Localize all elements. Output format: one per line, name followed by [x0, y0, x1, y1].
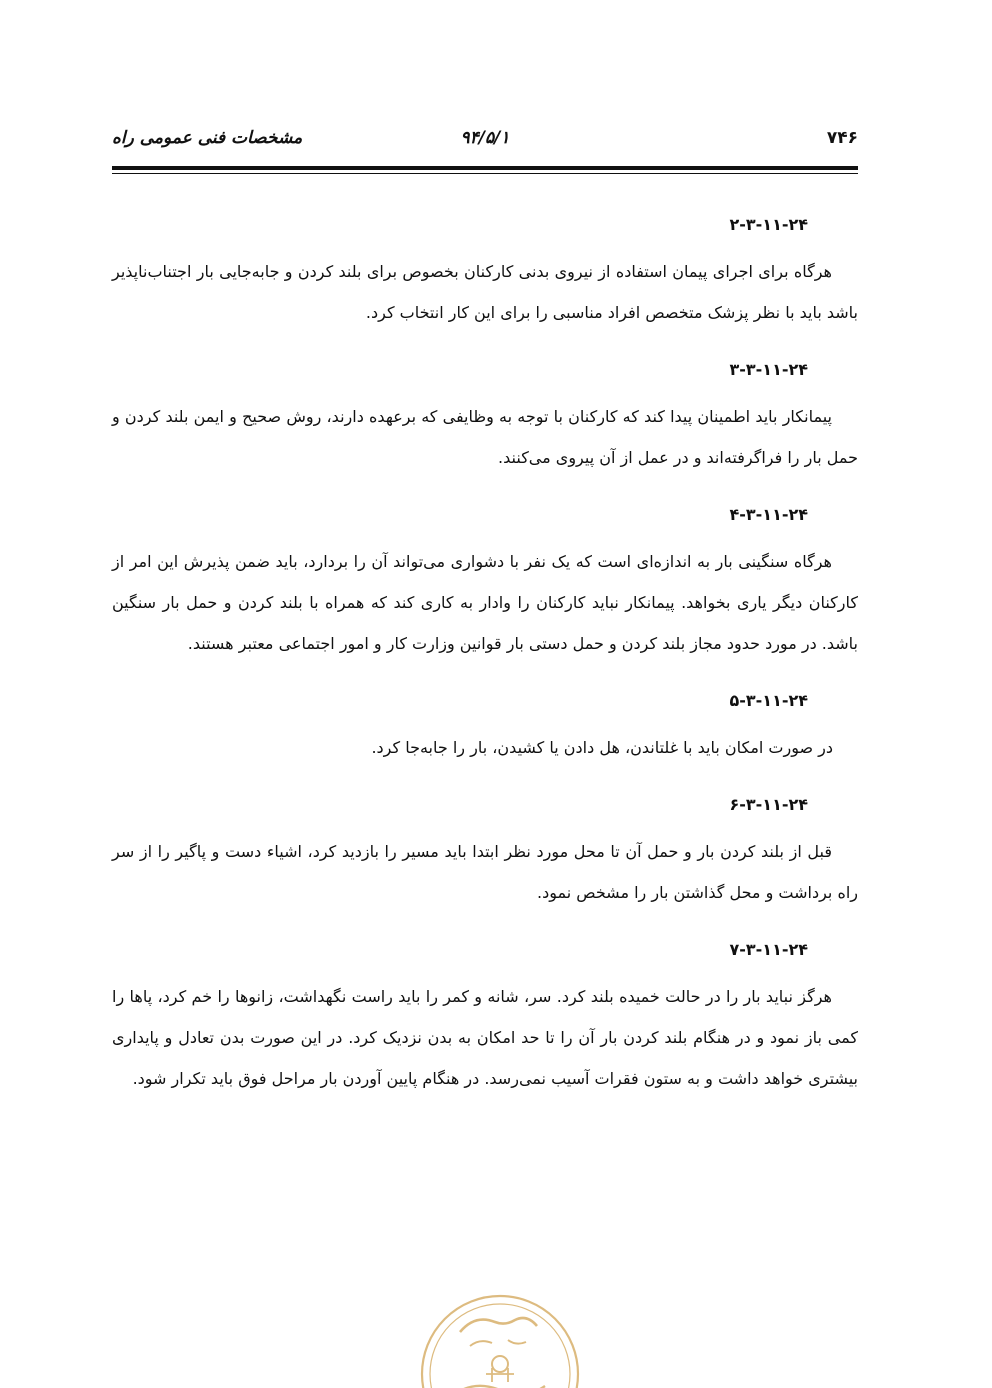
header-rule-thick: [112, 166, 858, 170]
section-6: [112, 785, 858, 913]
section-number: ۴-۳-۱۱-۲۴: [729, 505, 808, 524]
section-5: [112, 681, 858, 768]
body-content: [112, 205, 858, 1116]
section-paragraph: هرگز نباید بار را در حالت خمیده بلند کرد. سر، شانه و کمر را باید راست نگهداشت، زانوها را خم کرد، پاها را کمی باز نمود و در هنگام بلند کردن بار آن را تا حد امکان به بدن نزدیک کرد. در این صورت بدن تعادل و پایداری بیشتری خواهد داشت و به ستون فقرات آسیب نمی‌رسد. در هنگام پایین آوردن بار مراحل فوق باید تکرار شود.: [112, 987, 858, 1088]
seal-logo-graphic: [400, 1282, 600, 1388]
section-7: [112, 930, 858, 1099]
section-3: [112, 350, 858, 478]
section-2: [112, 205, 858, 333]
header-date: ۹۴/۵/۱: [460, 128, 510, 148]
section-paragraph: در صورت امکان باید با غلتاندن، هل دادن یا کشیدن، بار را جابه‌جا کرد.: [371, 738, 833, 757]
section-paragraph: هرگاه سنگینی بار به اندازه‌ای است که یک نفر با دشواری می‌تواند آن را بردارد، باید ضمن پذیرش این امر از کارکنان دیگر یاری بخواهد. پیمانکار نباید کارکنان را وادار به کاری کند که همراه با بلند کردن و حمل بار سنگین باشد. در مورد حدود مجاز بلند کردن و حمل دستی بار قوانین وزارت کار و امور اجتماعی معتبر هستند.: [112, 552, 858, 653]
page-header: [112, 128, 858, 158]
section-paragraph: هرگاه برای اجرای پیمان استفاده از نیروی بدنی کارکنان بخصوص برای بلند کردن و جابه‌جایی بار اجتناب‌ناپذیر باشد باید با نظر پزشک متخصص افراد مناسبی را برای این کار انتخاب کرد.: [112, 262, 858, 322]
section-number: ۵-۳-۱۱-۲۴: [729, 691, 808, 710]
section-number: ۶-۳-۱۱-۲۴: [729, 795, 808, 814]
section-paragraph: قبل از بلند کردن بار و حمل آن تا محل مورد نظر ابتدا باید مسیر را بازدید کرد، اشیاء دست و پاگیر را از سر راه برداشت و محل گذاشتن بار را مشخص نمود.: [112, 842, 858, 902]
page-number: ۷۴۶: [826, 128, 858, 148]
seal-logo-icon: [400, 1282, 600, 1388]
header-rule-thin: [112, 173, 858, 174]
section-number: ۷-۳-۱۱-۲۴: [729, 940, 808, 959]
section-paragraph: پیمانکار باید اطمینان پیدا کند که کارکنان با توجه به وظایفی که برعهده دارند، روش صحیح و ایمن بلند کردن و حمل بار را فراگرفته‌اند و در عمل از آن پیروی می‌کنند.: [112, 407, 858, 467]
section-4: [112, 495, 858, 664]
book-title: مشخصات فنی عمومی راه: [112, 128, 303, 148]
section-number: ۲-۳-۱۱-۲۴: [729, 215, 808, 234]
section-number: ۳-۳-۱۱-۲۴: [729, 360, 808, 379]
